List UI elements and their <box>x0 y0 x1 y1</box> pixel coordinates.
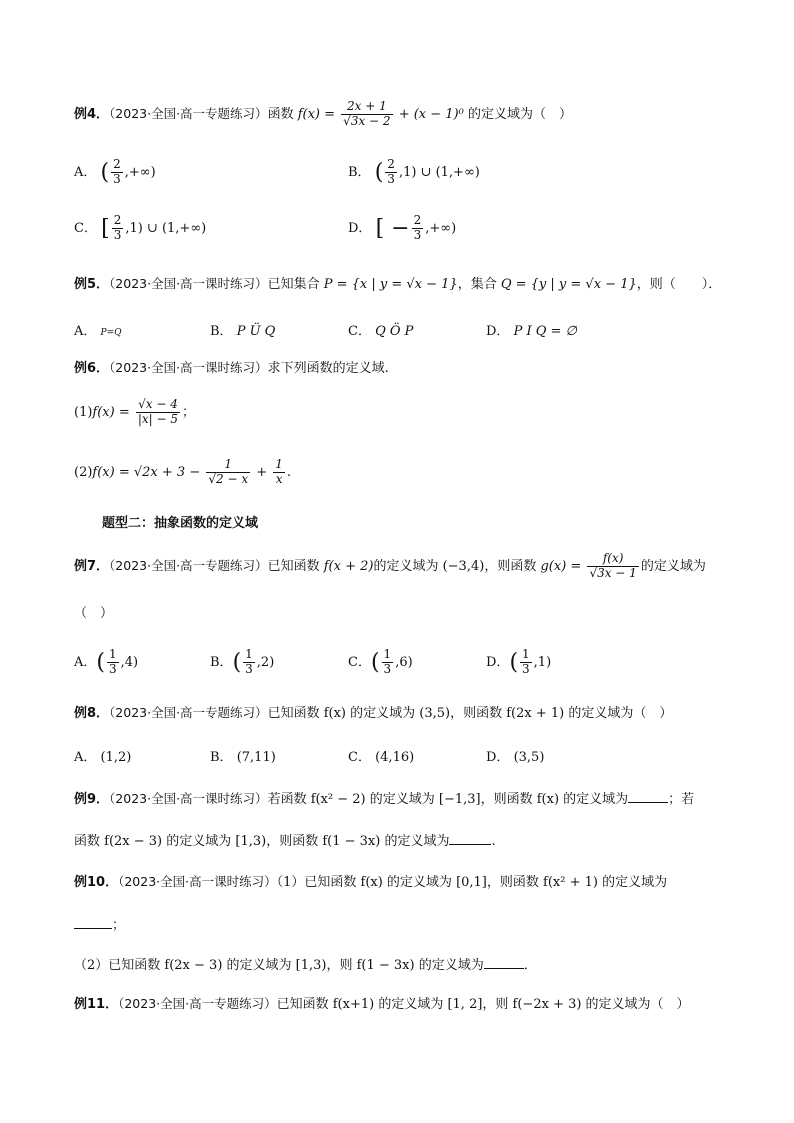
ex5-set-q: Q = {y | y = √x − 1} <box>500 277 637 292</box>
ex5-option-d[interactable] <box>486 320 577 339</box>
option-key: A． <box>74 750 97 765</box>
ex10-line2-end: ； <box>112 918 126 933</box>
ex6-part1-fx: f(x) = <box>92 404 130 420</box>
ex7-text-pre: 已知函数 <box>267 558 320 574</box>
ex10-line2 <box>74 916 125 935</box>
ex4-tail: + (x − 1)⁰ <box>398 106 464 122</box>
option-key: B． <box>210 750 233 765</box>
ex9-line2 <box>74 832 496 851</box>
option-key: D． <box>486 654 510 670</box>
option-value: (1,2) <box>100 750 132 765</box>
left-paren-glyph: ( <box>509 649 519 675</box>
option-key: C． <box>348 750 371 765</box>
ex6-part2-pre: (2) <box>74 464 93 480</box>
ex5-set-p: P = {x | y = √x − 1} <box>323 277 458 292</box>
option-rest: ,+∞) <box>425 220 457 236</box>
option-rest: ,+∞) <box>124 164 156 180</box>
ex4-fx: f(x) = <box>297 106 336 122</box>
option-den: 3 <box>245 661 253 676</box>
ex6-part2 <box>74 458 291 487</box>
ex9-label: 例9． <box>74 792 110 807</box>
option-fraction <box>243 648 255 677</box>
option-value: P I Q = ∅ <box>513 324 577 339</box>
ex4-fraction <box>341 100 392 129</box>
ex10-blank-1[interactable] <box>74 916 112 929</box>
option-rest: ,4) <box>120 654 139 670</box>
option-value: (7,11) <box>236 750 276 765</box>
ex10-label: 例10． <box>74 875 119 890</box>
ex10-line3-end: ． <box>523 958 537 973</box>
ex8-option-c[interactable] <box>348 746 414 765</box>
option-key: B． <box>210 654 233 670</box>
ex10-source: （2023·全国·高一课时练习） <box>118 874 277 889</box>
ex8-source: （2023·全国·高一专题练习） <box>109 705 268 720</box>
option-value: Q Ö P <box>375 324 414 339</box>
ex7-gx: g(x) = <box>540 558 582 574</box>
option-key: A． <box>74 654 97 670</box>
ex6-label: 例6． <box>74 361 110 376</box>
ex11-text: 已知函数 f(x+1) 的定义域为 [1, 2]，则 f(−2x + 3) 的定义域为（ ） <box>276 997 690 1012</box>
option-den: 3 <box>413 227 422 242</box>
ex7-paren: （ ） <box>74 606 114 621</box>
ex9-line1 <box>74 790 694 809</box>
option-key: C． <box>348 654 371 670</box>
option-fraction <box>111 158 123 187</box>
ex10-line1 <box>74 874 667 892</box>
ex6-question <box>74 360 389 378</box>
ex7-text-mid2: ，则函数 <box>484 558 537 574</box>
option-bracket: [ − <box>375 215 410 241</box>
left-paren-glyph: ( <box>96 649 105 675</box>
ex5-label: 例5． <box>74 277 110 292</box>
option-num: 1 <box>108 647 117 661</box>
option-rest: ,1) ∪ (1,+∞) <box>125 220 207 236</box>
ex7-fx2: f(x + 2) <box>323 558 374 574</box>
option-rest: ,6) <box>395 654 413 670</box>
ex10-blank-2[interactable] <box>484 956 524 969</box>
ex6-text: 求下列函数的定义域. <box>267 361 389 376</box>
ex11-question <box>74 996 690 1014</box>
option-key: A． <box>74 324 97 339</box>
option-value: P=Q <box>100 328 122 338</box>
option-num: 1 <box>383 647 392 661</box>
option-rest: ,1) <box>533 654 552 670</box>
option-key: B． <box>348 164 371 180</box>
option-den: 3 <box>113 227 122 242</box>
ex5-text-pre: 已知集合 <box>267 277 320 292</box>
option-value: P Ü Q <box>236 324 276 339</box>
option-rest: ,1) ∪ (1,+∞) <box>398 164 480 180</box>
ex7-option-d[interactable] <box>486 648 551 677</box>
option-num: 1 <box>245 647 253 661</box>
ex6-source: （2023·全国·高一课时练习） <box>109 360 268 375</box>
ex6-part2-den2: x <box>275 471 283 486</box>
ex4-frac-num: 2x + 1 <box>341 100 392 115</box>
option-num: 1 <box>522 647 530 661</box>
ex9-blank-1[interactable] <box>628 790 668 803</box>
option-key: A． <box>74 164 97 180</box>
ex7-g-fraction <box>587 552 638 581</box>
ex5-source: （2023·全国·高一课时练习） <box>109 276 268 291</box>
option-key: D． <box>486 750 510 765</box>
ex6-part1-den: |x| − 5 <box>137 411 179 426</box>
ex4-text-post: 的定义域为（ ） <box>467 106 572 122</box>
ex7-text-post: 的定义域为 <box>640 558 706 574</box>
ex11-source: （2023·全国·高一专题练习） <box>118 996 277 1011</box>
ex4-label: 例4． <box>74 106 110 122</box>
option-bracket: ( <box>100 159 110 185</box>
ex7-option-c[interactable] <box>348 648 413 677</box>
ex6-part2-den1: √2 − x <box>208 471 249 486</box>
ex8-option-a[interactable] <box>74 746 131 765</box>
ex6-part2-num2: 1 <box>275 457 283 471</box>
ex8-option-d[interactable] <box>486 746 544 765</box>
ex10-line3 <box>74 956 537 975</box>
ex4-source: （2023·全国·高一专题练习） <box>109 105 268 121</box>
left-paren-glyph: ( <box>370 649 380 675</box>
ex4-frac-den: √3x − 2 <box>343 113 391 128</box>
ex4-option-a[interactable] <box>74 158 156 187</box>
ex10-line1-text: （1）已知函数 f(x) 的定义域为 [0,1]，则函数 f(x² + 1) 的定义域为 <box>276 875 668 890</box>
ex7-g-num: f(x) <box>587 552 638 567</box>
option-num: 2 <box>113 213 122 227</box>
option-key: D． <box>486 324 510 339</box>
ex9-line2-end: . <box>491 834 496 849</box>
option-den: 3 <box>387 171 395 186</box>
option-value: (4,16) <box>375 750 415 765</box>
ex7-option-b[interactable] <box>210 648 274 677</box>
option-num: 2 <box>113 157 121 171</box>
ex9-line2-text: 函数 f(2x − 3) 的定义域为 [1,3)，则函数 f(1 − 3x) 的定义域为 <box>74 834 450 849</box>
ex5-mid: ，集合 <box>457 277 497 292</box>
option-fraction <box>520 648 532 677</box>
ex6-part1 <box>74 398 195 427</box>
ex6-part2-post: . <box>286 464 292 480</box>
ex6-part1-fraction <box>136 398 180 427</box>
ex6-part2-fraction1 <box>206 458 250 487</box>
option-fraction <box>412 214 424 243</box>
ex10-line3-text: （2）已知函数 f(2x − 3) 的定义域为 [1,3)，则 f(1 − 3x) 的定义域为 <box>74 958 484 973</box>
ex9-blank-2[interactable] <box>449 832 491 845</box>
option-den: 3 <box>383 661 392 676</box>
ex9-line1-end: ；若 <box>668 792 695 807</box>
ex7-domain: (−3,4) <box>442 558 485 574</box>
ex11-label: 例11． <box>74 997 119 1012</box>
ex4-option-d[interactable] <box>348 214 456 243</box>
ex7-source: （2023·全国·高一专题练习） <box>109 557 268 573</box>
option-key: C． <box>348 324 371 339</box>
ex8-label: 例8． <box>74 706 110 721</box>
option-value: (3,5) <box>513 750 545 765</box>
ex5-option-c[interactable] <box>348 320 413 339</box>
option-fraction <box>382 648 394 677</box>
option-bracket: [ <box>101 215 110 241</box>
ex6-part2-plus: + <box>256 464 268 480</box>
section-heading: 题型二：抽象函数的定义域 <box>102 516 259 531</box>
ex4-option-b[interactable] <box>348 158 480 187</box>
option-key: B． <box>210 324 233 339</box>
option-den: 3 <box>113 171 121 186</box>
ex5-option-a[interactable] <box>74 320 122 339</box>
option-fraction <box>385 158 397 187</box>
ex5-option-b[interactable] <box>210 320 275 339</box>
ex5-text-post: ，则（ ）． <box>636 277 722 292</box>
ex7-option-a[interactable] <box>74 648 138 677</box>
option-num: 2 <box>387 157 395 171</box>
option-fraction <box>112 214 124 243</box>
ex4-text-pre: 函数 <box>267 106 294 122</box>
ex6-part1-post: ； <box>182 404 196 420</box>
option-key: C． <box>74 220 97 236</box>
ex8-text: 已知函数 f(x) 的定义域为 (3,5)，则函数 f(2x + 1) 的定义域为（ ） <box>267 706 673 721</box>
ex6-part2-fx: f(x) = √2x + 3 − <box>92 464 201 480</box>
ex5-question <box>74 276 721 294</box>
option-bracket: ( <box>374 159 384 185</box>
ex8-option-b[interactable] <box>210 746 276 765</box>
option-key: D． <box>348 220 372 236</box>
ex7-question <box>74 552 706 581</box>
ex9-line1-text: 若函数 f(x² − 2) 的定义域为 [−1,3]，则函数 f(x) 的定义域为 <box>267 792 629 807</box>
left-paren-glyph: ( <box>232 649 242 675</box>
option-den: 3 <box>522 661 530 676</box>
ex4-option-c[interactable] <box>74 214 206 243</box>
ex7-text-mid: 的定义域为 <box>373 558 439 574</box>
ex4-question <box>74 100 572 129</box>
ex7-label: 例7． <box>74 558 110 574</box>
option-rest: ,2) <box>256 654 275 670</box>
option-num: 2 <box>413 213 422 227</box>
option-fraction <box>107 648 119 677</box>
ex6-part1-pre: (1) <box>74 404 93 420</box>
ex6-part2-fraction2 <box>273 458 285 487</box>
option-den: 3 <box>108 661 117 676</box>
ex8-question <box>74 705 672 723</box>
ex6-part1-num: √x − 4 <box>136 398 180 413</box>
ex6-part2-num1: 1 <box>206 458 250 473</box>
ex7-g-den: √3x − 1 <box>589 565 637 580</box>
ex9-source: （2023·全国·高一课时练习） <box>109 791 268 806</box>
